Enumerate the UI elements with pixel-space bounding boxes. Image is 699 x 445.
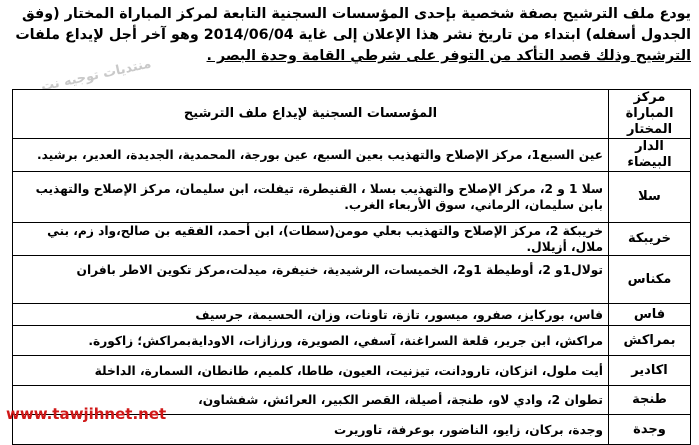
row-institutions-casablanca: عين السبع1، مركز الإصلاح والتهذيب بعين السبع، عين بورجة، المحمدية، الجديدة، العدير، برشيد. <box>13 139 609 172</box>
row-institutions-meknes: تولال1و 2، أوطيطة 1و2، الخميسات، الرشيدية، خنيفرة، ميدلت،مركز تكوين الاطر بافران <box>13 256 609 304</box>
intro-line-3: الترشيح وذلك قصد التأكد من التوفر على شرطي القامة وحدة البصر . <box>206 48 691 64</box>
row-center-casablanca: الدار البيضاء <box>609 139 691 172</box>
row-center-khouribga: خريبكة <box>609 223 691 256</box>
row-center-oujda: وجدة <box>609 415 691 445</box>
row-institutions-marrakech: مراكش، ابن جرير، قلعة السراغنة، آسفي، الصويرة، ورزازات، الاودايةبمراكش؛ زاكورة. <box>13 326 609 356</box>
header-institutions: المؤسسات السجنية لإيداع ملف الترشيح <box>13 90 609 139</box>
intro-line-2: الجدول أسفله) ابتداء من تاريخ نشر هذا الإعلان إلى غاية 2014/06/04 وهو آخر أجل لإيداع ملفات <box>15 27 691 43</box>
intro-line-1: يودع ملف الترشيح بصفة شخصية بإحدى المؤسسات السجنية التابعة لمركز المباراة المختار (وفق <box>21 6 691 22</box>
row-institutions-khouribga: خريبكة 2، مركز الإصلاح والتهذيب بعلي مومن(سطات)، ابن أحمد، الفقيه بن صالح،واد زم، بني ملال، أزيلال. <box>13 223 609 256</box>
table-row <box>13 356 691 386</box>
table-row <box>13 172 691 223</box>
row-institutions-fes: فاس، بوركايز، صفرو، ميسور، تازة، تاونات، وزان، الحسيمة، جرسيف <box>13 304 609 326</box>
row-institutions-agadir: أيت ملول، انزكان، تارودانت، تيزنيت، العيون، طاطا، كلميم، طانطان، السمارة، الداخلة <box>13 356 609 386</box>
header-center: مركز المباراة المختار <box>609 90 691 139</box>
watermark-text: منتديات توجيه نت <box>39 56 153 95</box>
centers-table <box>12 89 691 445</box>
row-center-tangier: طنجة <box>609 386 691 415</box>
row-center-marrakech: بمراكش <box>609 326 691 356</box>
table-row <box>13 304 691 326</box>
row-center-meknes: مكناس <box>609 256 691 304</box>
row-center-sale: سلا <box>609 172 691 223</box>
row-institutions-tangier: تطوان 2، وادي لاو، طنجة، أصيلة، القصر الكبير، العرائش، شفشاون، <box>13 386 609 415</box>
row-institutions-oujda: وجدة، بركان، زايو، الناضور، بوعرفة، تاوريرت <box>13 415 609 445</box>
table-row <box>13 326 691 356</box>
intro-paragraph <box>8 4 691 67</box>
table-row <box>13 223 691 256</box>
table-header-row <box>13 90 691 139</box>
table-row <box>13 139 691 172</box>
table-row <box>13 256 691 304</box>
row-institutions-sale: سلا 1 و 2، مركز الإصلاح والتهذيب بسلا ، القنيطرة، تيفلت، ابن سليمان، مركز الإصلاح والتهذيب بابن سليمان، الرماني، سوق الأربعاء الغرب. <box>13 172 609 223</box>
row-center-agadir: اكادير <box>609 356 691 386</box>
website-link[interactable]: www.tawjihnet.net <box>6 405 167 423</box>
row-center-fes: فاس <box>609 304 691 326</box>
